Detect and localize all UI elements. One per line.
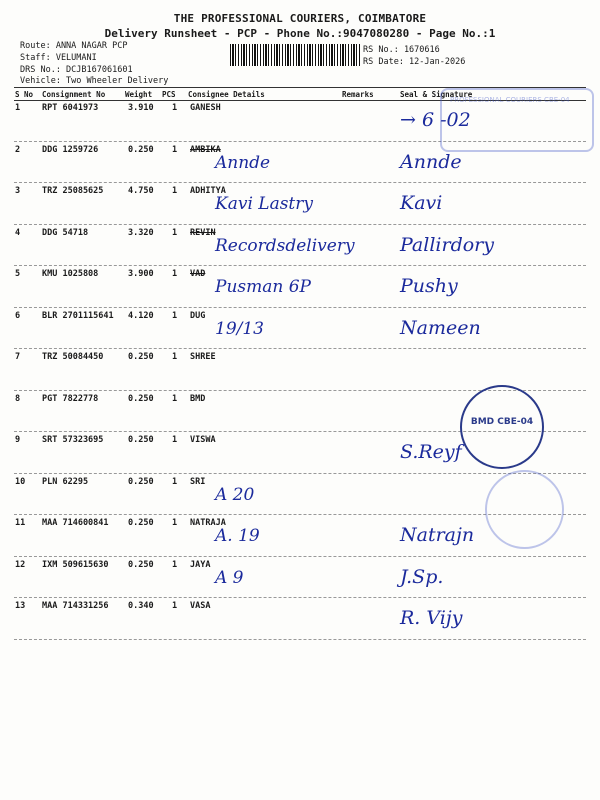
col-seal: Seal & Signature [400,90,473,99]
row-sno: 10 [15,476,26,487]
row-sno: 3 [15,186,21,196]
row-consignee: SHREE [190,352,216,362]
row-consignment-no: MAA 714600841 [42,518,109,528]
row-consignment-no: PLN 62295 [42,476,89,487]
row-handwritten-note: Annde [215,152,271,173]
row-handwritten-note: 19/13 [215,318,264,339]
col-consignment: Consignment No [42,90,106,99]
row-consignee: BMD [190,393,206,404]
row-pcs: 1 [172,518,178,528]
row-consignee: JAYA [190,559,211,570]
runsheet-subtitle: Delivery Runsheet - PCP - Phone No.:9047080280 - Page No.:1 [104,27,496,40]
row-sno: 9 [15,435,21,445]
row-consignment-no: TRZ 25085625 [42,186,104,196]
row-weight: 0.250 [128,518,154,528]
row-divider [14,224,586,225]
row-consignment-no: DDG 1259726 [42,144,99,155]
col-weight: Weight [125,90,153,99]
row-consignment-no: RPT 6041973 [42,103,99,113]
row-consignment-no: SRT 57323695 [42,435,104,445]
row-signature: Natrajn [400,524,475,546]
row-consignee: ADHITYA [190,186,226,196]
row-divider [14,473,586,474]
row-weight: 3.910 [128,103,154,113]
row-consignment-no: TRZ 50084450 [42,352,104,362]
row-handwritten-note: Pusman 6P [215,277,311,297]
row-pcs: 1 [172,310,178,321]
row-pcs: 1 [172,393,178,404]
row-handwritten-note: A 9 [215,567,244,588]
row-consignee: VAD [190,269,206,279]
row-weight: 3.900 [128,269,154,279]
row-consignment-no: KMU 1025808 [42,269,99,279]
row-pcs: 1 [172,103,178,113]
row-consignee: DUG [190,310,206,321]
rs-number: RS No.: 1670616 [363,45,440,55]
row-divider [14,597,586,598]
row-weight: 0.340 [128,601,154,611]
row-pcs: 1 [172,269,178,279]
row-weight: 0.250 [128,559,154,570]
row-signature: Pushy [400,275,458,297]
row-consignee: GANESH [190,103,221,113]
row-weight: 3.320 [128,227,154,238]
barcode [230,44,360,66]
row-consignee: REVIN [190,227,216,238]
row-divider [14,639,586,640]
row-signature: Kavi [400,192,443,214]
row-divider [14,348,586,349]
row-consignee: VASA [190,601,211,611]
route-label: Route: ANNA NAGAR PCP [20,41,128,51]
row-sno: 11 [15,518,26,528]
row-sno: 13 [15,601,26,611]
row-sno: 8 [15,393,21,404]
row-signature: S.Reyf [400,441,462,463]
row-handwritten-note: Recordsdelivery [215,235,355,256]
row-pcs: 1 [172,559,178,570]
col-consignee: Consignee Details [188,90,265,99]
bmd-stamp: BMD CBE-04 [460,385,544,469]
row-handwritten-note: A 20 [215,484,255,505]
col-pcs: PCS [162,90,176,99]
row-sno: 1 [15,103,21,113]
row-pcs: 1 [172,144,178,155]
row-sno: 5 [15,269,21,279]
row-consignment-no: MAA 714331256 [42,601,109,611]
row-pcs: 1 [172,601,178,611]
row-weight: 0.250 [128,352,154,362]
row-sno: 4 [15,227,21,238]
row-sno: 7 [15,352,21,362]
row-weight: 0.250 [128,144,154,155]
row-pcs: 1 [172,227,178,238]
courier-stamp: PROFESSIONAL COURIERS CBE-04 [440,88,594,152]
row-signature: → 6 -02 [400,109,471,131]
vehicle-label: Vehicle: Two Wheeler Delivery [20,76,169,86]
row-divider [14,307,586,308]
faded-stamp [485,470,564,549]
col-remarks: Remarks [342,90,374,99]
row-consignee: SRI [190,476,206,487]
company-title: THE PROFESSIONAL COURIERS, COIMBATORE [173,12,427,25]
row-pcs: 1 [172,186,178,196]
staff-label: Staff: VELUMANI [20,53,97,63]
drs-label: DRS No.: DCJB167061601 [20,65,133,75]
row-sno: 12 [15,559,26,570]
row-consignment-no: DDG 54718 [42,227,89,238]
row-signature: Nameen [400,316,481,339]
row-weight: 0.250 [128,393,154,404]
row-weight: 0.250 [128,476,154,487]
row-divider [14,265,586,266]
row-weight: 4.750 [128,186,154,196]
row-consignee: NATRAJA [190,518,226,528]
row-consignee: VISWA [190,435,216,445]
row-consignment-no: IXM 509615630 [42,559,109,570]
row-pcs: 1 [172,352,178,362]
row-pcs: 1 [172,435,178,445]
row-handwritten-note: A. 19 [215,526,260,546]
row-divider [14,182,586,183]
row-sno: 2 [15,144,21,155]
row-signature: Annde [400,150,462,173]
row-consignee: AMBIKA [190,144,221,155]
row-sno: 6 [15,310,21,321]
row-signature: R. Vijy [400,607,463,629]
row-divider [14,556,586,557]
rs-date: RS Date: 12-Jan-2026 [363,57,466,67]
row-consignment-no: PGT 7822778 [42,393,99,404]
row-handwritten-note: Kavi Lastry [215,194,313,214]
col-sno: S No [15,90,34,99]
row-consignment-no: BLR 2701115641 [42,310,114,321]
row-weight: 4.120 [128,310,154,321]
row-signature: Pallirdory [400,233,494,256]
row-signature: J.Sp. [400,565,444,588]
row-pcs: 1 [172,476,178,487]
row-weight: 0.250 [128,435,154,445]
